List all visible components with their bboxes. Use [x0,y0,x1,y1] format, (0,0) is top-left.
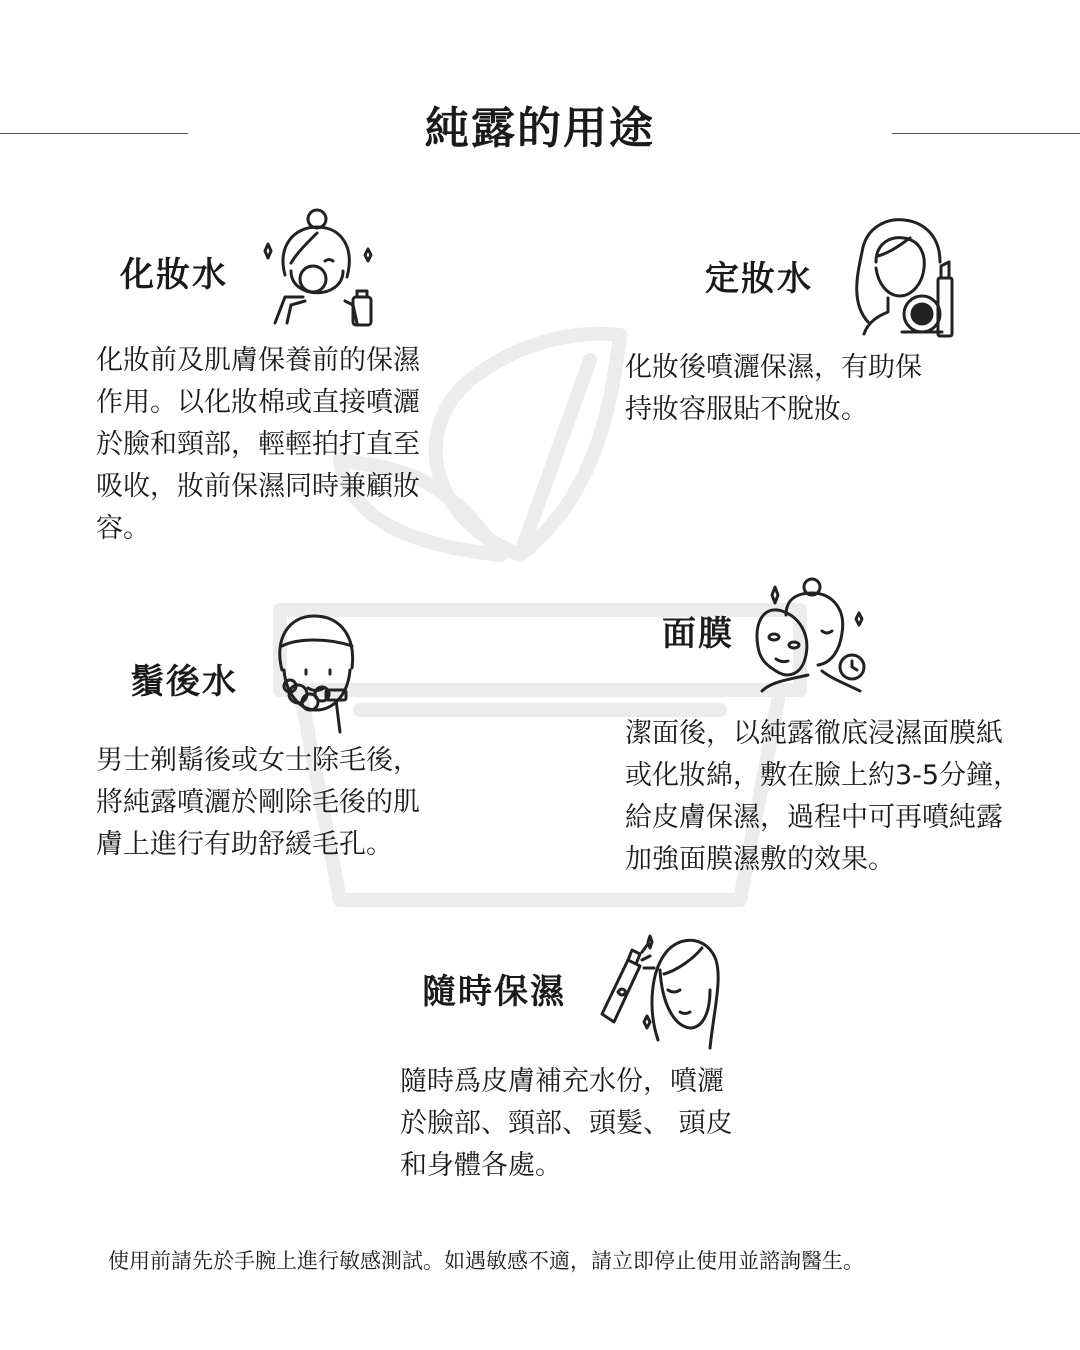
aftershave-description: 男士剃鬍後或女士除毛後， 將純露噴灑於剛除毛後的肌 膚上進行有助舒緩毛孔。 [96,745,420,860]
setting-spray-description: 化妝後噴灑保濕，有助保 持妝容服貼不脫妝。 [625,352,922,425]
face-mask-description: 潔面後，以純露徹底浸濕面膜紙 或化妝綿，敷在臉上約3-5分鐘， 給皮膚保濕，過程中可再噴純露 加強面膜濕敷的效果。 [625,718,1021,875]
anytime-hydration-heading: 隨時保濕 [422,972,566,1012]
anytime-hydration-description: 隨時爲皮膚補充水份，噴灑 於臉部、頸部、頭髮、 頭皮 和身體各處。 [400,1066,733,1181]
setting-spray-heading: 定妝水 [705,259,813,299]
page-title: 純露的用途 [425,103,655,154]
man-shaving-icon [268,610,363,735]
face-mask-icon [752,575,872,700]
face-mist-spray-icon [598,930,723,1055]
woman-makeup-icon [848,212,960,340]
toner-description: 化妝前及肌膚保養前的保濕 作用。以化妝棉或直接噴灑 於臉和頸部，輕輕拍打直至 吸收，妝前保濕同時兼顧妝 容。 [96,345,420,544]
aftershave-heading: 鬚後水 [130,662,238,702]
safety-notice: 使用前請先於手腕上進行敏感測試。如遇敏感不適，請立即停止使用並諮詢醫生。 [108,1249,864,1273]
face-mask-heading: 面膜 [662,614,734,654]
woman-cotton-pad-icon [255,205,380,330]
toner-heading: 化妝水 [120,255,228,295]
